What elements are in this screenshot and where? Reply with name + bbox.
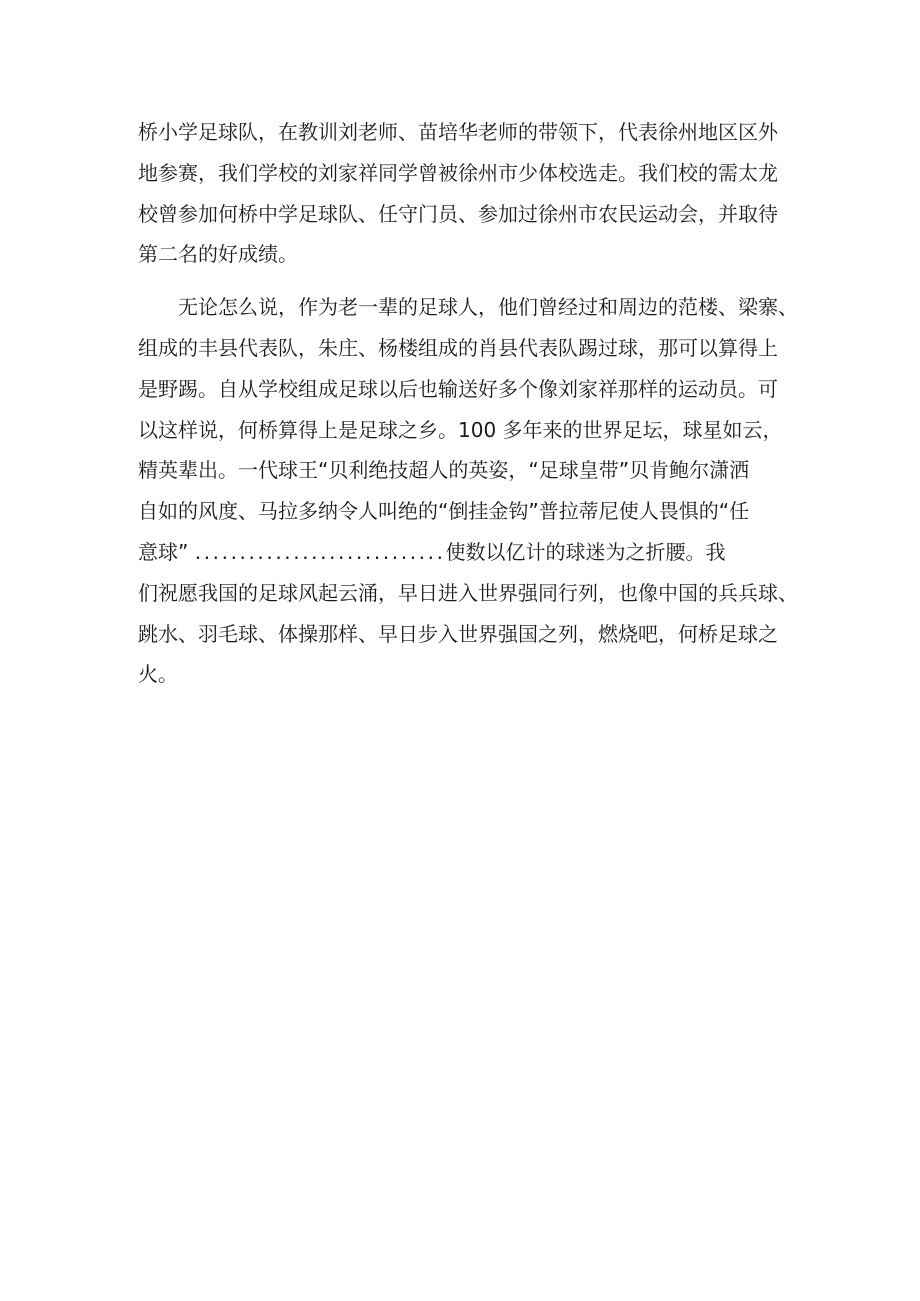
text-line: 无论怎么说，作为老一辈的足球人，他们曾经过和周边的范楼、梁寨、 bbox=[138, 295, 798, 320]
text-line: 是野踢。自从学校组成足球以后也输送好多个像刘家祥那样的运动员。可 bbox=[138, 376, 778, 401]
text-line: 校曾参加何桥中学足球队、任守门员、参加过徐州市农民运动会，并取待 bbox=[138, 201, 778, 226]
text-segment: 使数以亿计的球迷为之折腰。我 bbox=[445, 539, 726, 564]
text-line: 第二名的好成绩。 bbox=[138, 242, 298, 267]
text-line: 地参赛，我们学校的刘家祥同学曾被徐州市少体校选走。我们校的需太龙 bbox=[138, 160, 778, 185]
text-line: 以这样说，何桥算得上是足球之乡。100 多年来的世界足坛，球星如云， bbox=[138, 417, 783, 442]
text-line: 自如的风度、马拉多纳令人叫绝的“倒挂金钩”普拉蒂尼使人畏惧的“任 bbox=[138, 499, 750, 524]
text-line: 组成的丰县代表队，朱庄、杨楼组成的肖县代表队踢过球，那可以算得上 bbox=[138, 335, 778, 360]
paragraph-1 bbox=[138, 112, 788, 275]
text-line: 跳水、羽毛球、体操那样、早日步入世界强国之列，燃烧吧，何桥足球之 bbox=[138, 621, 778, 646]
document-body bbox=[138, 112, 798, 695]
paragraph-2 bbox=[138, 287, 798, 695]
ellipsis-dots: ............................ bbox=[194, 539, 446, 564]
text-line: 们祝愿我国的足球风起云涌，早日进入世界强同行列，也像中国的兵兵球、 bbox=[138, 580, 798, 605]
text-line: 桥小学足球队，在教训刘老师、苗培华老师的带领下，代表徐州地区区外 bbox=[138, 120, 778, 144]
text-line-with-dots bbox=[138, 532, 788, 573]
text-line: 火。 bbox=[138, 662, 178, 687]
text-segment: 意球” bbox=[138, 539, 189, 564]
paragraph-spacer bbox=[138, 275, 788, 287]
text-line: 精英辈出。一代球王“贝利绝技超人的英姿，“足球皇带”贝肯鲍尔潇洒 bbox=[138, 458, 750, 483]
